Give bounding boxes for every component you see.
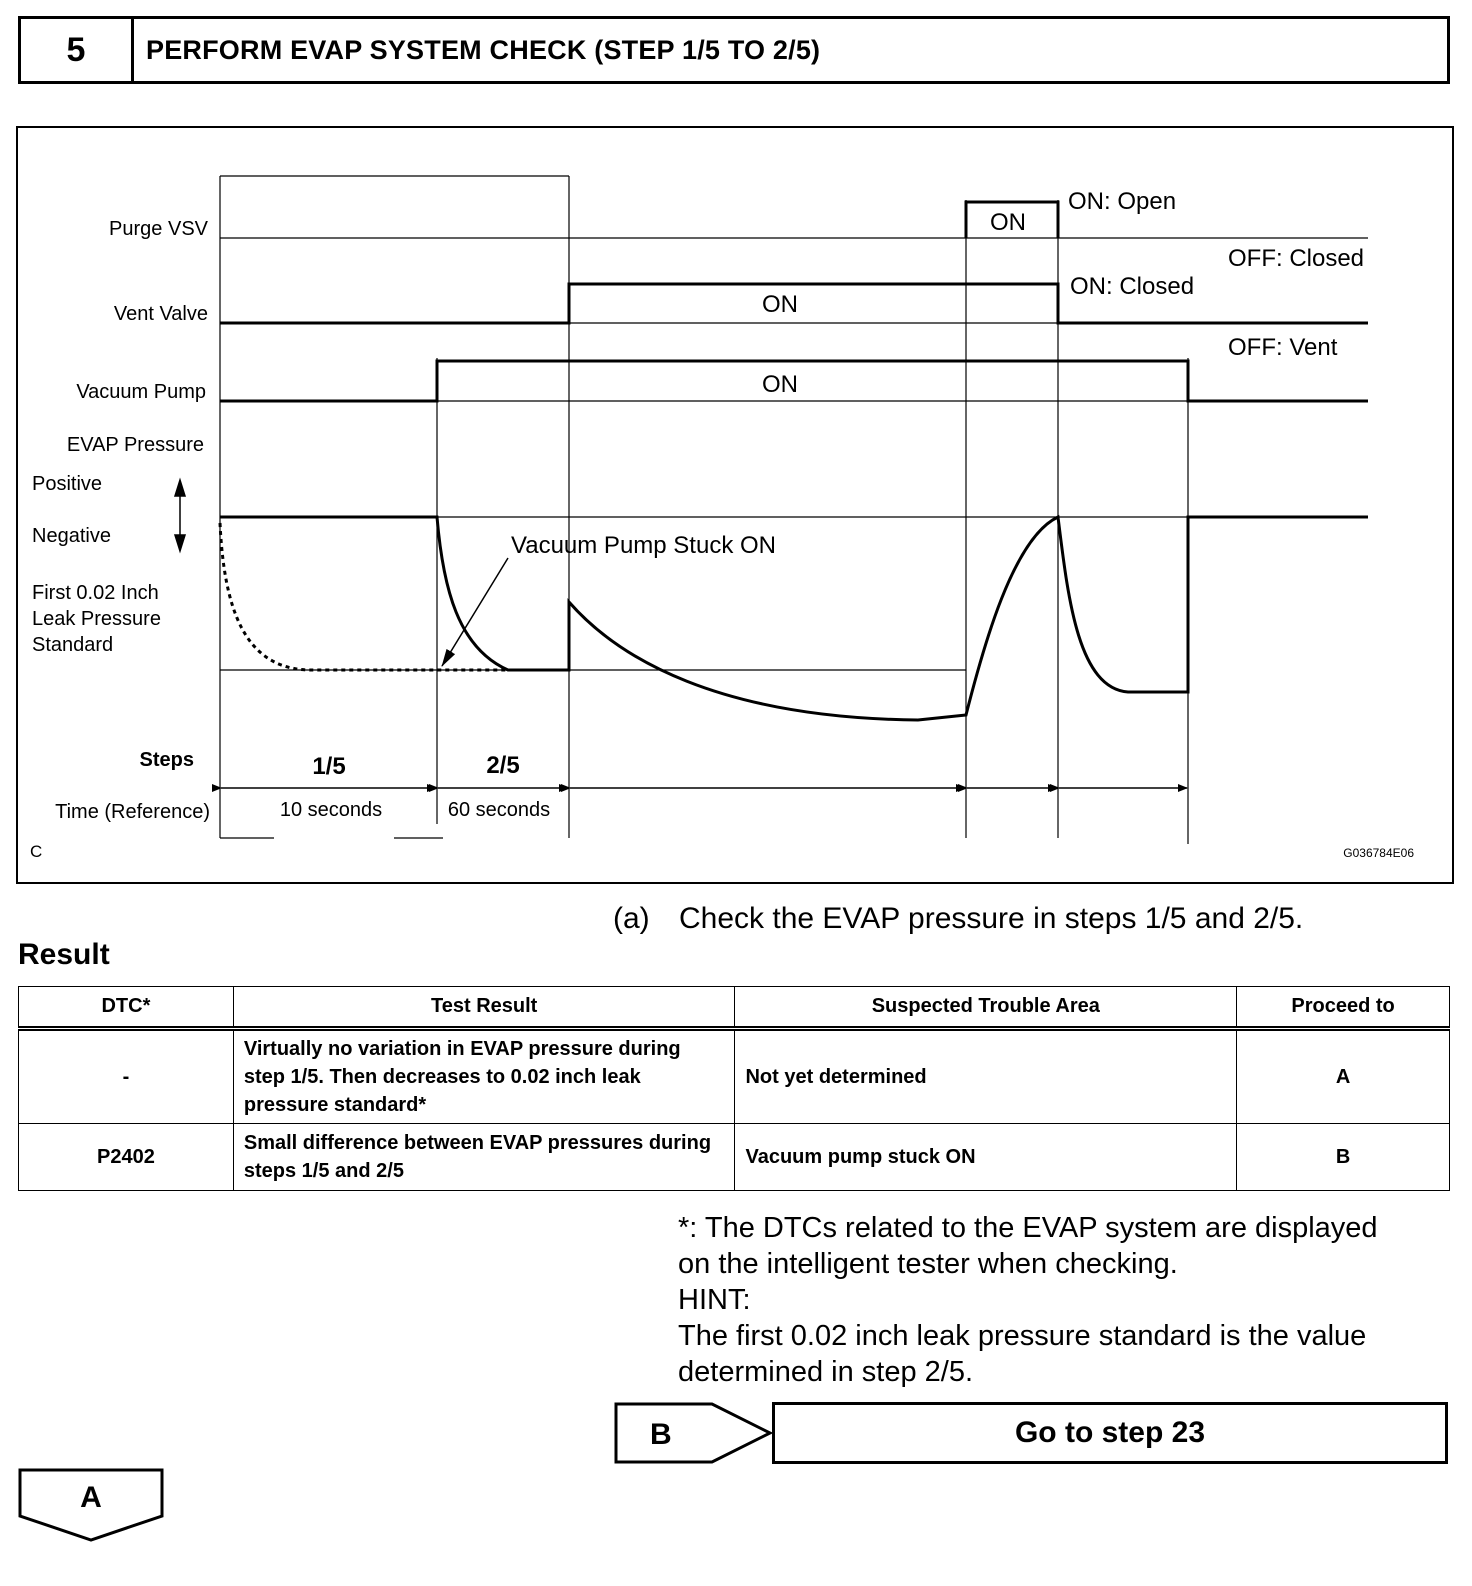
label-vacuum-pump: Vacuum Pump (76, 381, 206, 403)
label-negative: Negative (32, 525, 111, 547)
hint-label: HINT: (678, 1284, 751, 1316)
test-result-cell: Virtually no variation in EVAP pressure during step 1/5. Then decreases to 0.02 inch leak pressure standard* (233, 1029, 735, 1124)
dtc-cell: - (19, 1029, 234, 1124)
label-positive: Positive (32, 473, 103, 495)
branch-a-arrow[interactable] (18, 1468, 164, 1542)
time-label: Time (Reference) (55, 801, 210, 823)
step-number: 5 (21, 19, 134, 81)
footnote-line-1: *: The DTCs related to the EVAP system are displayed (678, 1212, 1378, 1244)
branch-a-label: A (80, 1481, 102, 1514)
stuck-on-curve (220, 523, 508, 670)
branch-b-label: B (650, 1418, 672, 1451)
steps-label: Steps (139, 749, 194, 771)
purge-on-label: ON (990, 209, 1026, 236)
header-test-result: Test Result (233, 987, 735, 1029)
figure-id: G036784E06 (1343, 846, 1414, 860)
state-vent-off: OFF: Vent (1228, 334, 1338, 361)
corner-letter: C (30, 842, 43, 861)
step-title: PERFORM EVAP SYSTEM CHECK (STEP 1/5 TO 2/5) (146, 34, 821, 65)
state-purge-off: OFF: Closed (1228, 245, 1365, 272)
goto-step-23-link[interactable] (772, 1402, 1448, 1464)
timing-diagram (16, 126, 1454, 884)
label-vent-valve: Vent Valve (113, 303, 208, 325)
label-purge-vsv: Purge VSV (109, 218, 208, 240)
state-purge-on: ON: Open (1068, 188, 1177, 215)
branch-b-arrow[interactable] (614, 1402, 774, 1464)
label-evap-pressure: EVAP Pressure (66, 434, 204, 456)
footnote-line-2: on the intelligent tester when checking. (678, 1248, 1178, 1280)
header-trouble-area: Suspected Trouble Area (735, 987, 1237, 1029)
result-title: Result (18, 938, 110, 971)
evap-pressure-waveform (220, 517, 1368, 720)
vent-on-label: ON (762, 291, 798, 318)
dtc-cell: P2402 (19, 1124, 234, 1191)
label-leak-standard-1: First 0.02 Inch (32, 582, 159, 604)
instruction-text: Check the EVAP pressure in steps 1/5 and 2/5. (679, 902, 1304, 935)
time-1-label: 10 seconds (279, 799, 383, 821)
time-2-label: 60 seconds (447, 799, 551, 821)
step-1-label: 1/5 (312, 753, 346, 780)
result-table (18, 986, 1450, 1191)
table-header-row (19, 987, 1450, 1029)
table-row (19, 1029, 1450, 1124)
goto-step-23-label: Go to step 23 (1014, 1416, 1206, 1449)
label-leak-standard-2: Leak Pressure (32, 608, 161, 630)
header-proceed: Proceed to (1237, 987, 1450, 1029)
hint-line-2: determined in step 2/5. (678, 1356, 974, 1388)
table-row (19, 1124, 1450, 1191)
state-vent-on: ON: Closed (1070, 273, 1195, 300)
notes (678, 1210, 1378, 1390)
instruction (613, 902, 1303, 936)
stuck-on-annotation: Vacuum Pump Stuck ON (511, 532, 776, 559)
trouble-area-cell: Not yet determined (735, 1029, 1237, 1124)
instruction-label: (a) (613, 902, 650, 935)
header-dtc: DTC* (19, 987, 234, 1029)
test-result-cell: Small difference between EVAP pressures during steps 1/5 and 2/5 (233, 1124, 735, 1191)
timing-diagram-svg (18, 128, 1454, 884)
hint-line-1: The first 0.02 inch leak pressure standard is the value (678, 1320, 1367, 1352)
label-leak-standard-3: Standard (32, 634, 114, 656)
step-2-label: 2/5 (486, 752, 520, 779)
proceed-cell: A (1237, 1029, 1450, 1124)
proceed-cell: B (1237, 1124, 1450, 1191)
trouble-area-cell: Vacuum pump stuck ON (735, 1124, 1237, 1191)
step-header (18, 16, 1450, 84)
pump-on-label: ON (762, 371, 798, 398)
